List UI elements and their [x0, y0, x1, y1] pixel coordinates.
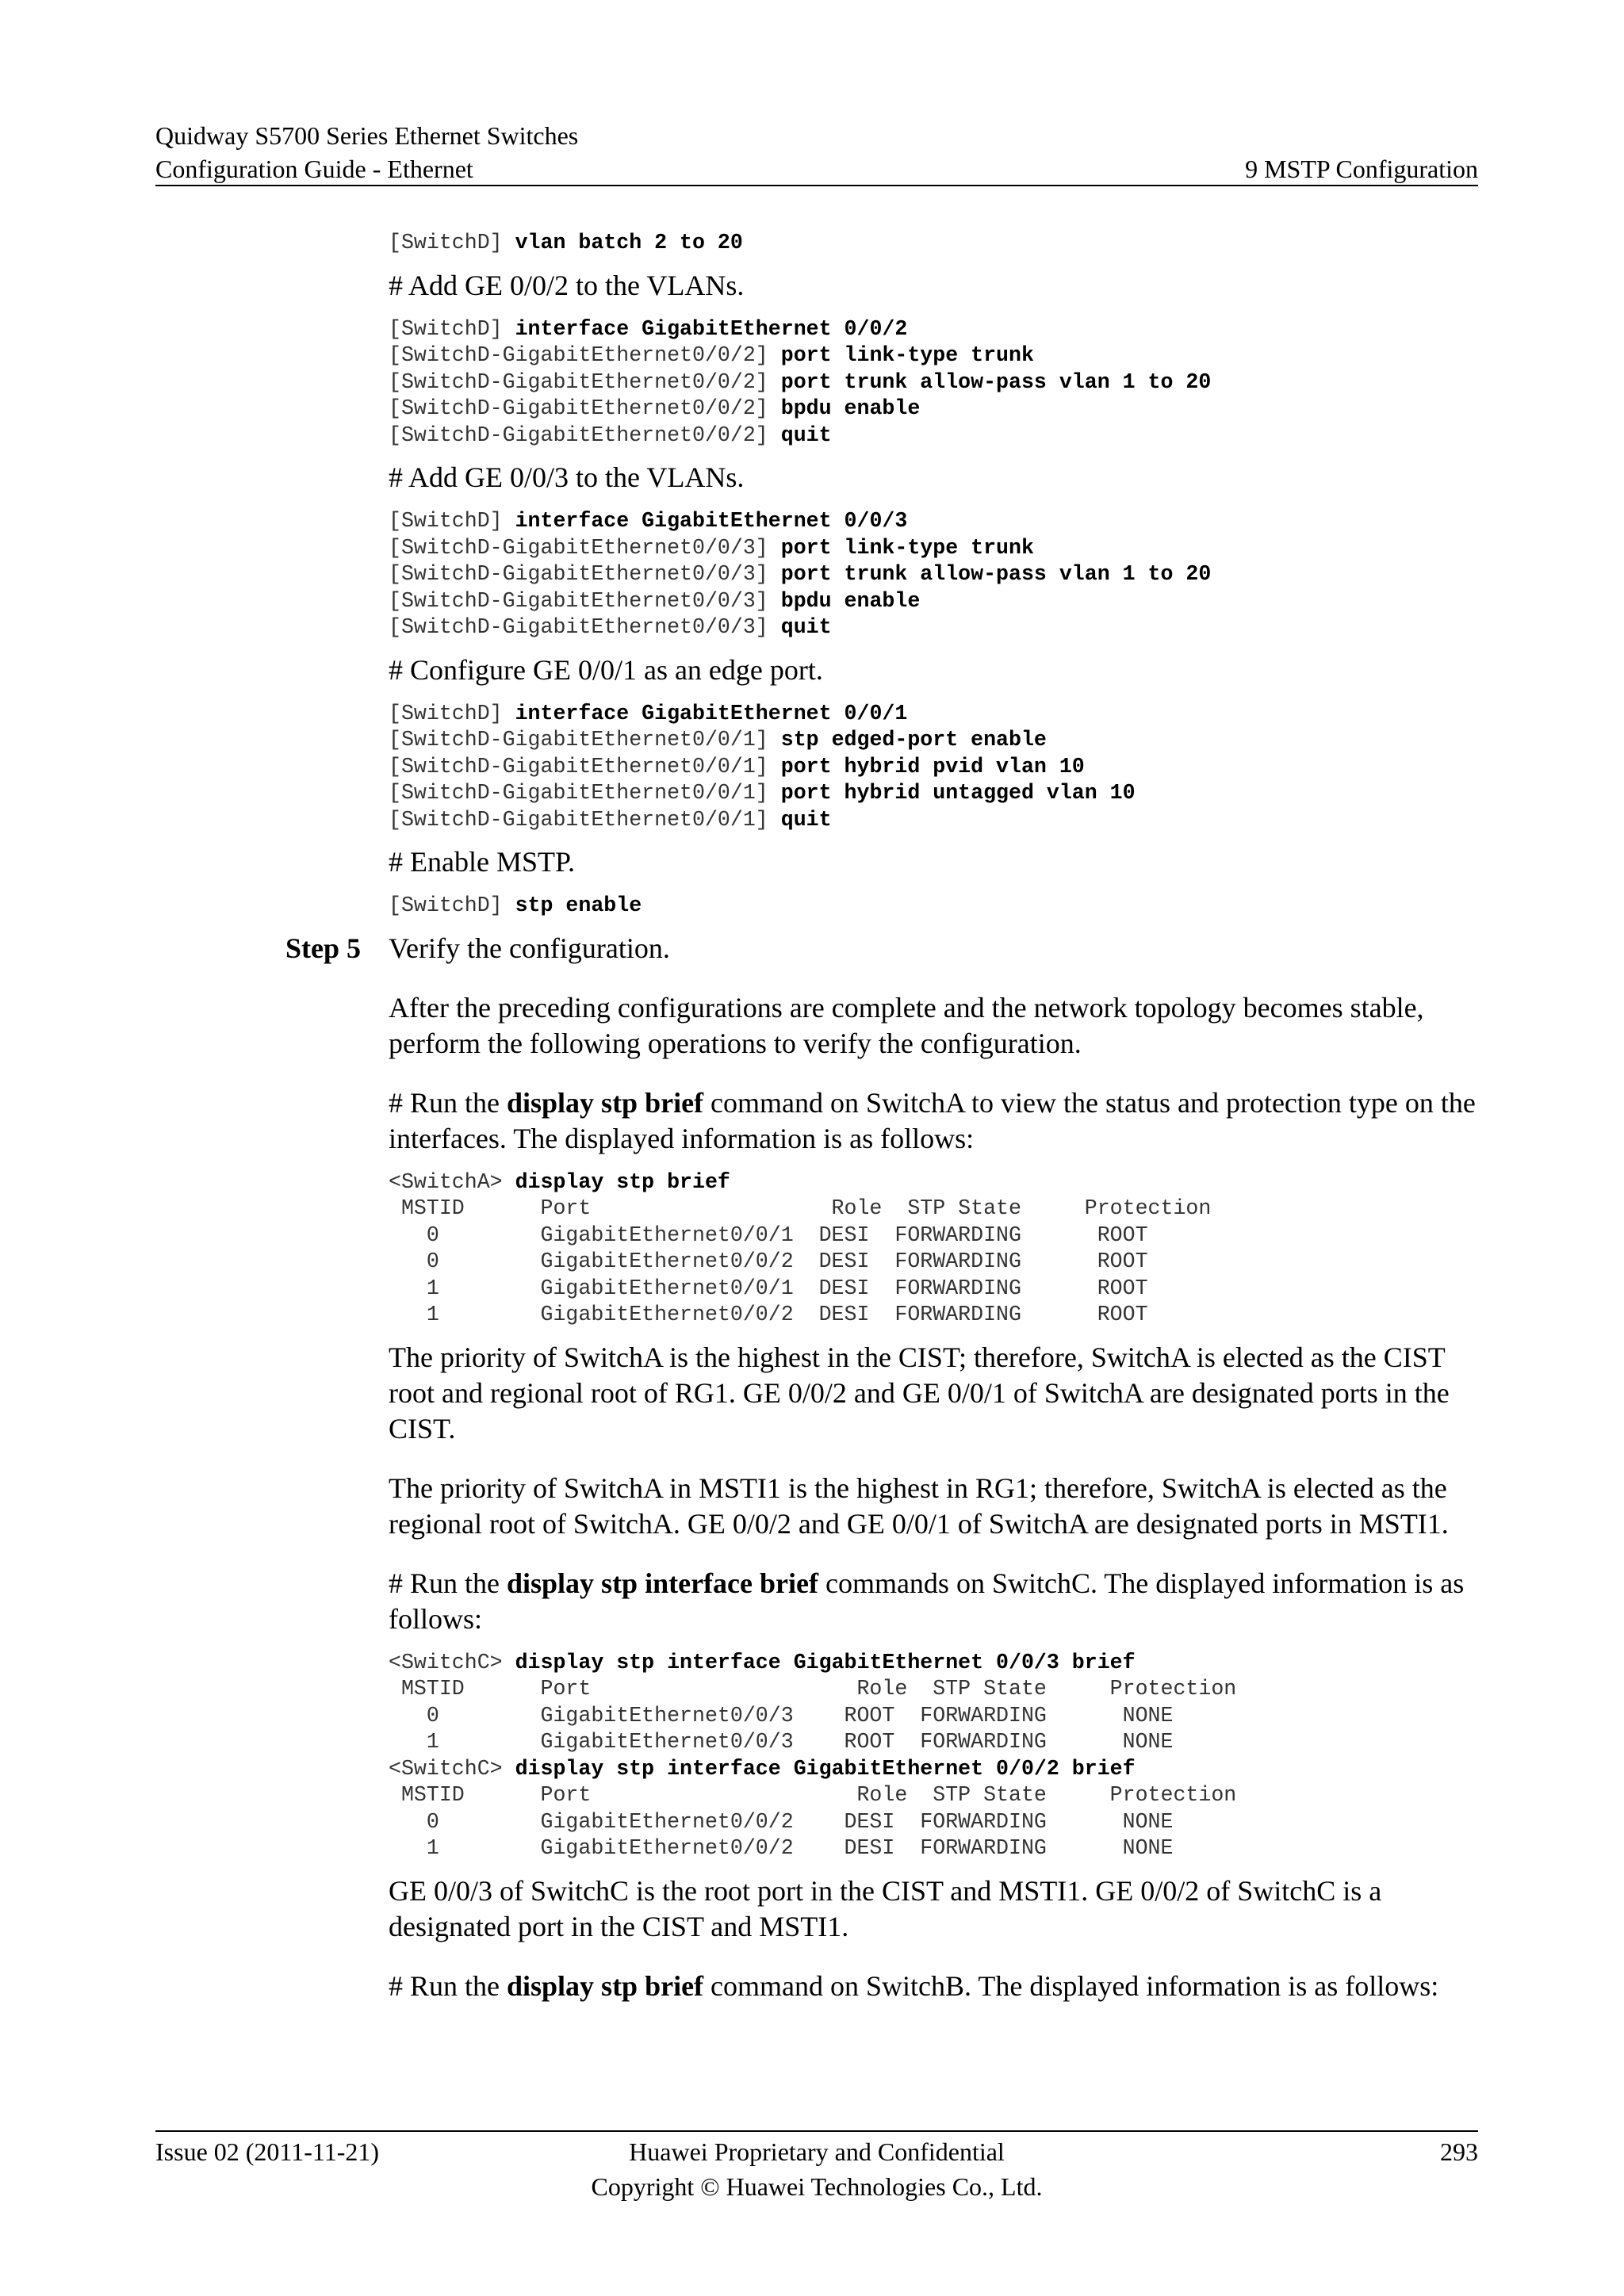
- text-run: # Run the: [389, 1567, 507, 1599]
- spacer: [389, 1447, 1483, 1460]
- cli-prompt: [SwitchD-GigabitEthernet0/0/3]: [389, 562, 781, 586]
- cli-command: port trunk allow-pass vlan 1 to 20: [780, 369, 1212, 394]
- code-line: [389, 807, 1483, 834]
- code-line: [389, 701, 1483, 728]
- cli-prompt: <SwitchC>: [389, 1756, 515, 1781]
- cli-prompt: [SwitchD-GigabitEthernet0/0/1]: [389, 781, 781, 805]
- spacer: [389, 1157, 1483, 1169]
- spacer: [389, 1637, 1483, 1650]
- spacer: [389, 1542, 1483, 1555]
- cli-prompt: [SwitchD]: [389, 509, 515, 533]
- paragraph: The priority of SwitchA in MSTI1 is the highest in RG1; therefore, SwitchA is elected as the regional root of SwitchA. GE 0/0/2 and GE 0/0/1 of SwitchA are designated ports in MSTI1.: [389, 1471, 1449, 1540]
- spacer: [389, 449, 1483, 460]
- code-line: [389, 1809, 1483, 1836]
- code-line: [389, 893, 1483, 920]
- spacer: [389, 2004, 1483, 2017]
- paragraph: # Configure GE 0/0/1 as an edge port.: [389, 653, 823, 686]
- code-line: [389, 727, 1483, 754]
- cli-command: interface GigabitEthernet 0/0/3: [515, 509, 908, 533]
- paragraph: [389, 1085, 1483, 1157]
- code-line: [389, 535, 1483, 562]
- text-run: command on SwitchB. The displayed information is as follows:: [703, 1969, 1439, 2002]
- spacer: [389, 1555, 1483, 1566]
- spacer: [389, 1862, 1483, 1873]
- text-run: commands on SwitchC. The displayed information is as follows:: [389, 1567, 1465, 1635]
- code-line: [389, 1782, 1483, 1809]
- spacer: [389, 1957, 1483, 1969]
- code-line: [389, 1249, 1483, 1276]
- paragraph: GE 0/0/3 of SwitchC is the root port in the CIST and MSTI1. GE 0/0/2 of SwitchC is a designated port in the CIST and MSTI1.: [389, 1874, 1382, 1942]
- cli-output: MSTID Port Role STP State Protection: [389, 1196, 1212, 1220]
- text-run: # Run the: [389, 1969, 507, 2002]
- code-line: [389, 316, 1483, 343]
- cli-output: 1 GigabitEthernet0/0/3 ROOT FORWARDING NONE: [389, 1730, 1174, 1754]
- footer-copyright: Copyright © Huawei Technologies Co., Ltd.: [591, 2172, 1043, 2201]
- spacer: [389, 496, 1483, 508]
- cli-prompt: [SwitchD-GigabitEthernet0/0/2]: [389, 396, 781, 420]
- code-block: [389, 230, 1483, 257]
- paragraph: [389, 1969, 1483, 2004]
- cli-prompt: [SwitchD]: [389, 701, 515, 725]
- spacer: [389, 688, 1483, 701]
- command-name: display stp brief: [507, 1086, 704, 1119]
- cli-command: port trunk allow-pass vlan 1 to 20: [780, 562, 1212, 586]
- spacer: [389, 833, 1483, 844]
- cli-output: 1 GigabitEthernet0/0/2 DESI FORWARDING NONE: [389, 1836, 1174, 1860]
- page-header: [155, 119, 1478, 186]
- page-number: 293: [1440, 2137, 1478, 2166]
- paragraph: [389, 1566, 1483, 1637]
- step-row: [285, 931, 1483, 966]
- spacer: [389, 966, 1483, 979]
- cli-output: 0 GigabitEthernet0/0/2 DESI FORWARDING ROOT: [389, 1249, 1148, 1273]
- cli-prompt: [SwitchD-GigabitEthernet0/0/1]: [389, 807, 781, 832]
- cli-command: port hybrid pvid vlan 10: [780, 754, 1085, 779]
- spacer: [389, 1460, 1483, 1471]
- cli-command: bpdu enable: [780, 588, 921, 613]
- cli-prompt: [SwitchD-GigabitEthernet0/0/3]: [389, 588, 781, 613]
- code-line: [389, 561, 1483, 588]
- cli-command: port link-type trunk: [780, 343, 1034, 367]
- text-run: # Run the: [389, 1086, 507, 1119]
- code-line: [389, 1676, 1483, 1703]
- paragraph: # Enable MSTP.: [389, 846, 576, 878]
- spacer: [389, 920, 1483, 931]
- code-line: [389, 1196, 1483, 1223]
- code-line: [389, 230, 1483, 257]
- paragraph: The priority of SwitchA is the highest in the CIST; therefore, SwitchA is elected as the CIST root and regional root of RG1. GE 0/0/2 and GE 0/0/1 of SwitchA are designated ports in the CIST.: [389, 1341, 1450, 1445]
- step-text: Verify the configuration.: [389, 932, 670, 964]
- header-guide: Configuration Guide - Ethernet: [155, 155, 473, 183]
- code-line: [389, 1169, 1483, 1196]
- cli-command: display stp brief: [515, 1169, 730, 1194]
- cli-output: 0 GigabitEthernet0/0/1 DESI FORWARDING ROOT: [389, 1223, 1148, 1247]
- code-line: [389, 588, 1483, 615]
- cli-command: display stp interface GigabitEthernet 0/0/3 brief: [515, 1650, 1136, 1674]
- cli-prompt: <SwitchA>: [389, 1169, 515, 1194]
- cli-prompt: [SwitchD-GigabitEthernet0/0/2]: [389, 369, 781, 394]
- spacer: [389, 880, 1483, 893]
- code-line: [389, 396, 1483, 423]
- code-line: [389, 780, 1483, 807]
- cli-output: MSTID Port Role STP State Protection: [389, 1783, 1237, 1807]
- cli-output: 0 GigabitEthernet0/0/2 DESI FORWARDING NONE: [389, 1809, 1174, 1834]
- code-block: [389, 701, 1483, 834]
- command-name: display stp brief: [507, 1969, 704, 2002]
- cli-prompt: [SwitchD-GigabitEthernet0/0/3]: [389, 615, 781, 639]
- header-product: Quidway S5700 Series Ethernet Switches: [155, 121, 579, 150]
- spacer: [389, 641, 1483, 652]
- header-divider: [155, 185, 1478, 186]
- document-body: [285, 230, 1483, 2017]
- code-block: [389, 893, 1483, 920]
- footer-issue: Issue 02 (2011-11-21): [155, 2137, 380, 2166]
- cli-prompt: [SwitchD]: [389, 894, 515, 917]
- code-line: [389, 369, 1483, 396]
- code-line: [389, 754, 1483, 781]
- cli-output: 1 GigabitEthernet0/0/1 DESI FORWARDING ROOT: [389, 1276, 1148, 1300]
- code-block: [389, 316, 1483, 450]
- footer-divider: [155, 2130, 1478, 2132]
- cli-output: 1 GigabitEthernet0/0/2 DESI FORWARDING ROOT: [389, 1303, 1148, 1326]
- code-line: [389, 342, 1483, 369]
- code-line: [389, 1835, 1483, 1862]
- code-block: [389, 508, 1483, 641]
- paragraph: # Add GE 0/0/2 to the VLANs.: [389, 269, 745, 301]
- command-name: display stp interface brief: [507, 1567, 818, 1599]
- cli-prompt: [SwitchD-GigabitEthernet0/0/1]: [389, 728, 781, 752]
- code-line: [389, 1223, 1483, 1249]
- cli-command: quit: [780, 807, 832, 832]
- cli-command: interface GigabitEthernet 0/0/1: [515, 701, 908, 725]
- code-line: [389, 508, 1483, 535]
- paragraph: # Add GE 0/0/3 to the VLANs.: [389, 461, 745, 493]
- cli-command: quit: [780, 615, 832, 639]
- cli-command: stp enable: [515, 894, 642, 917]
- paragraph: After the preceding configurations are complete and the network topology becomes stable, perform the following operations to verify the configuration.: [389, 991, 1424, 1059]
- footer-confidential: Huawei Proprietary and Confidential: [629, 2137, 1005, 2166]
- spacer: [389, 1945, 1483, 1957]
- code-line: [389, 1703, 1483, 1730]
- cli-prompt: [SwitchD-GigabitEthernet0/0/2]: [389, 423, 781, 447]
- cli-output: MSTID Port Role STP State Protection: [389, 1677, 1237, 1701]
- cli-output: 0 GigabitEthernet0/0/3 ROOT FORWARDING NONE: [389, 1703, 1174, 1728]
- spacer: [389, 979, 1483, 990]
- code-block: [389, 1650, 1483, 1862]
- cli-command: quit: [780, 423, 832, 447]
- spacer: [389, 304, 1483, 316]
- spacer: [389, 1329, 1483, 1340]
- cli-prompt: <SwitchC>: [389, 1650, 515, 1674]
- spacer: [389, 257, 1483, 268]
- spacer: [389, 1074, 1483, 1085]
- cli-command: bpdu enable: [780, 396, 921, 420]
- code-line: [389, 1302, 1483, 1329]
- cli-prompt: [SwitchD]: [389, 231, 515, 254]
- header-chapter: 9 MSTP Configuration: [1245, 155, 1478, 183]
- code-line: [389, 1729, 1483, 1756]
- spacer: [389, 1062, 1483, 1074]
- cli-prompt: [SwitchD-GigabitEthernet0/0/3]: [389, 535, 781, 560]
- cli-prompt: [SwitchD-GigabitEthernet0/0/2]: [389, 343, 781, 367]
- code-line: [389, 1650, 1483, 1677]
- cli-prompt: [SwitchD]: [389, 316, 515, 341]
- cli-command: port hybrid untagged vlan 10: [780, 781, 1136, 805]
- code-line: [389, 614, 1483, 641]
- cli-command: port link-type trunk: [780, 535, 1034, 560]
- text-run: command on SwitchA to view the status and protection type on the interfaces. The displayed information is as follows:: [389, 1086, 1476, 1154]
- cli-command: interface GigabitEthernet 0/0/2: [515, 316, 908, 341]
- code-block: [389, 1169, 1483, 1329]
- cli-command: vlan batch 2 to 20: [515, 231, 743, 254]
- code-line: [389, 1756, 1483, 1783]
- step-label: Step 5: [285, 932, 362, 964]
- cli-prompt: [SwitchD-GigabitEthernet0/0/1]: [389, 754, 781, 779]
- cli-command: display stp interface GigabitEthernet 0/0/2 brief: [515, 1756, 1136, 1781]
- cli-command: stp edged-port enable: [780, 728, 1047, 752]
- code-line: [389, 423, 1483, 450]
- code-line: [389, 1276, 1483, 1303]
